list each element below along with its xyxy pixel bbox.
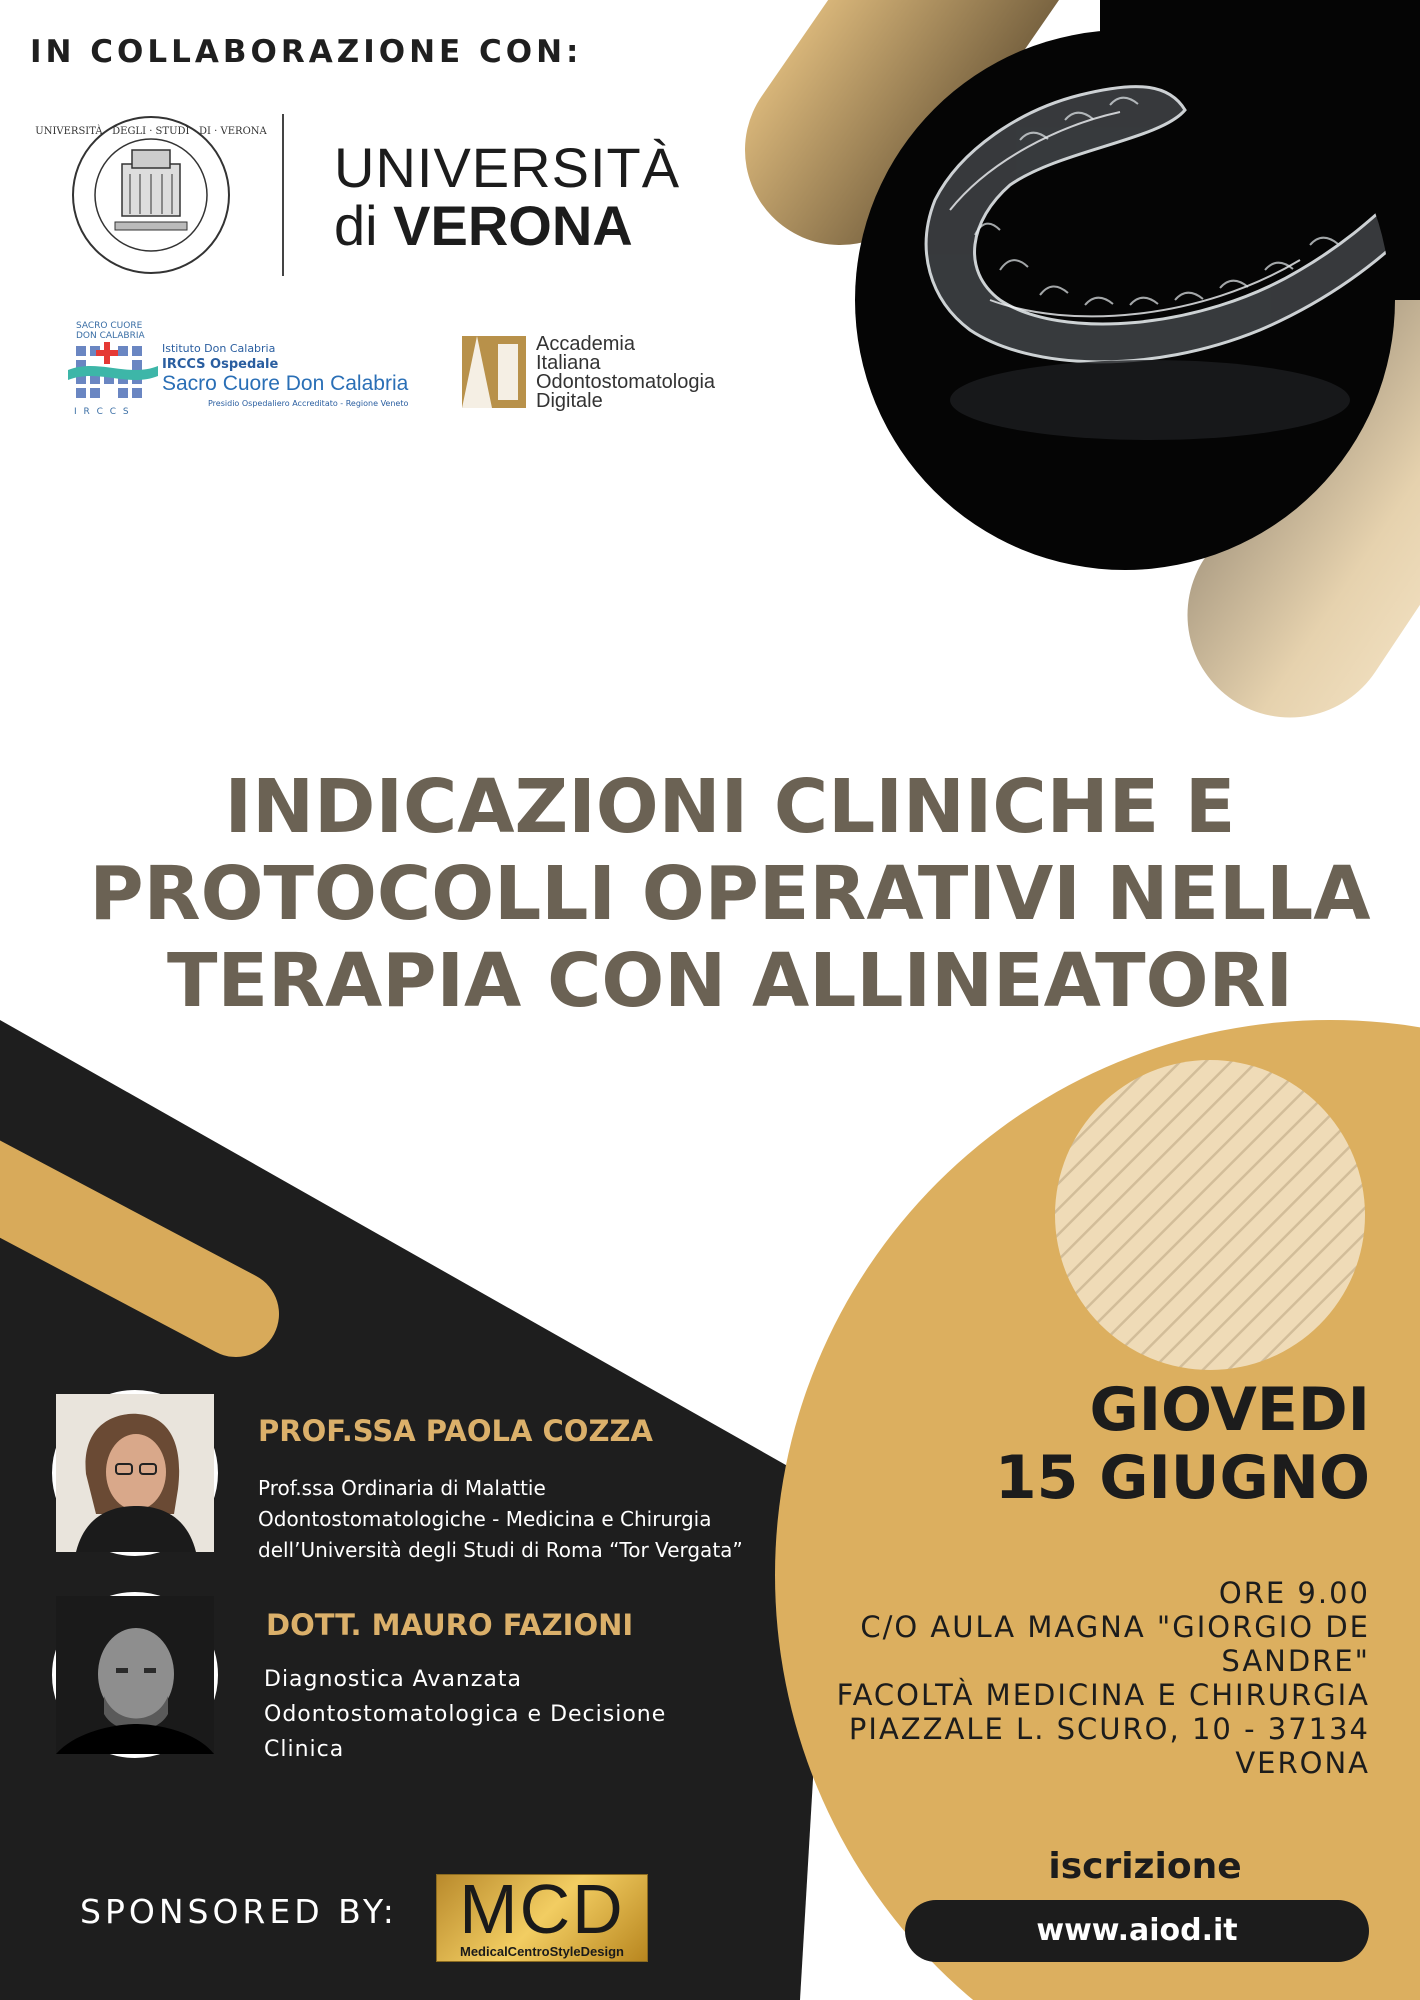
speaker-1-description: [258, 1473, 743, 1566]
aiod-logo: [460, 330, 770, 416]
svg-text:Italiana: Italiana: [536, 352, 601, 374]
svg-text:SACRO CUORE: SACRO CUORE: [76, 321, 143, 331]
title-line-2: PROTOCOLLI OPERATIVI NELLA: [89, 851, 1371, 937]
university-city: VERONA: [393, 194, 633, 257]
speaker-2-desc-line: Odontostomatologica e Decisione: [264, 1702, 667, 1727]
speaker-2-desc-line: Diagnostica Avanzata: [264, 1667, 523, 1692]
sacro-cuore-logo: [68, 318, 428, 424]
svg-text:Presidio Ospedaliero Accredita: Presidio Ospedaliero Accreditato - Regione Veneto: [208, 399, 409, 408]
title-line-3: TERAPIA CON ALLINEATORI: [166, 938, 1293, 1024]
venue-line: C/O AULA MAGNA "GIORGIO DE: [860, 1610, 1370, 1644]
svg-text:IRCCS Ospedale: IRCCS Ospedale: [162, 357, 279, 372]
university-name-line1: UNIVERSITÀ: [334, 136, 681, 199]
svg-text:DON CALABRIA: DON CALABRIA: [76, 331, 145, 341]
registration-label: iscrizione: [1048, 1846, 1242, 1887]
speaker-1-desc-line: dell’Università degli Studi di Roma “Tor Vergata”: [258, 1538, 743, 1562]
collaboration-heading: IN COLLABORAZIONE CON:: [30, 34, 583, 70]
speaker-2-photo: [52, 1592, 218, 1758]
venue-line: VERONA: [1235, 1746, 1370, 1780]
seal-text: UNIVERSITÀ · DEGLI · STUDI · DI · VERONA: [35, 126, 267, 137]
registration-link-button[interactable]: www.aiod.it: [905, 1900, 1369, 1962]
mcd-logo-text: MCD: [459, 1870, 625, 1948]
svg-text:I R C C S: I R C C S: [74, 407, 131, 417]
speaker-1-desc-line: Prof.ssa Ordinaria di Malattie: [258, 1476, 546, 1500]
venue-line: FACOLTÀ MEDICINA E CHIRURGIA: [836, 1678, 1370, 1712]
sponsor-label: SPONSORED BY:: [80, 1892, 398, 1931]
university-prefix: di: [334, 194, 378, 257]
venue-line: PIAZZALE L. SCURO, 10 - 37134: [848, 1712, 1370, 1746]
svg-text:Accademia: Accademia: [536, 333, 635, 355]
event-day: GIOVEDI: [1089, 1375, 1370, 1445]
venue-line: ORE 9.00: [1218, 1576, 1370, 1610]
speaker-2-description: [264, 1662, 666, 1767]
speaker-2-name: DOTT. MAURO FAZIONI: [266, 1608, 634, 1642]
event-date: 15 GIUGNO: [994, 1443, 1370, 1513]
svg-text:Istituto Don Calabria: Istituto Don Calabria: [162, 342, 276, 355]
svg-text:Sacro Cuore Don Calabria: Sacro Cuore Don Calabria: [162, 372, 409, 395]
event-title: [40, 764, 1420, 1025]
svg-text:Digitale: Digitale: [536, 390, 603, 412]
svg-text:Odontostomatologia: Odontostomatologia: [536, 371, 716, 393]
university-seal-logo: [35, 114, 267, 276]
speaker-1-photo: [52, 1390, 218, 1556]
speaker-2-desc-line: Clinica: [264, 1737, 345, 1762]
title-line-1: INDICAZIONI CLINICHE E: [224, 764, 1236, 850]
logo-divider: [282, 114, 284, 276]
university-name-line2: [334, 194, 633, 257]
speaker-1-name: PROF.SSA PAOLA COZZA: [258, 1414, 653, 1448]
speaker-1-desc-line: Odontostomatologiche - Medicina e Chirurgia: [258, 1507, 712, 1531]
venue-line: SANDRE": [1221, 1644, 1370, 1678]
mcd-sponsor-logo: [436, 1870, 648, 1962]
mcd-logo-subtext: MedicalCentroStyleDesign: [460, 1944, 624, 1959]
